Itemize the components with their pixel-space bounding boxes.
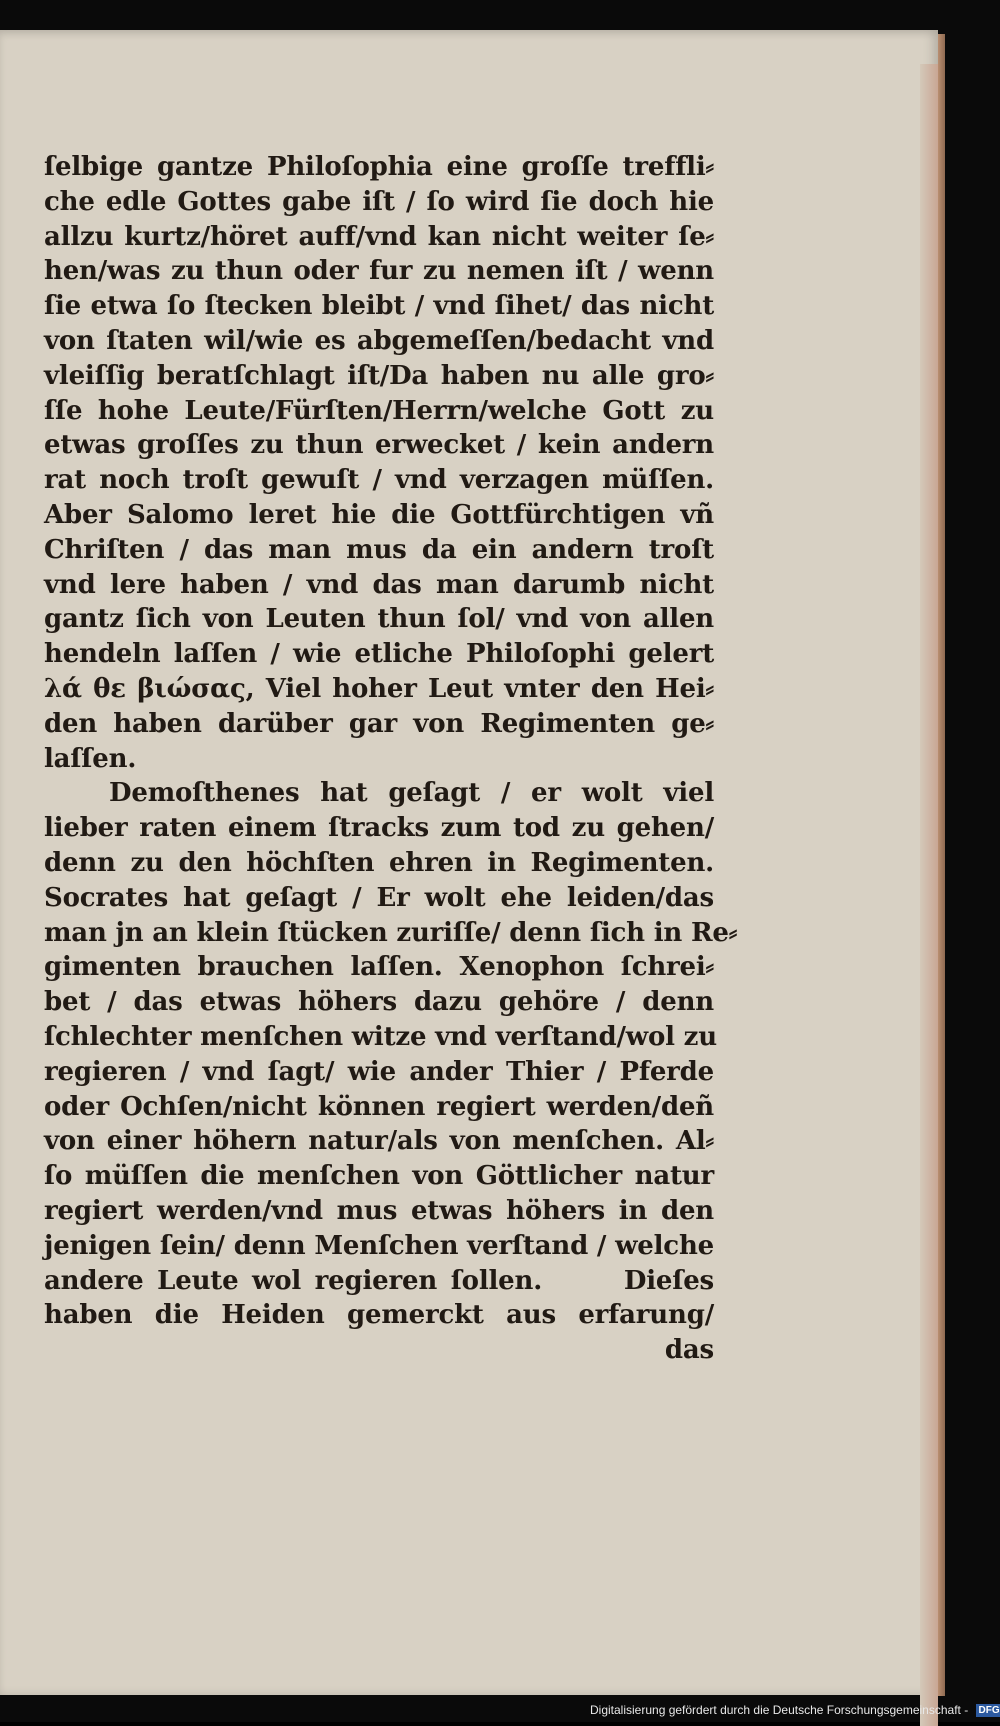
paragraph-start-line: Demoſthenes hat geſagt / er wolt viel <box>109 778 714 809</box>
text-line: Chriſten / das man mus da ein andern troſt <box>44 534 714 565</box>
text-line: vleiſſig beratſchlagt iſt/Da haben nu alle gro⸗ <box>44 360 714 391</box>
text-line: hen/was zu thun oder fur zu nemen iſt / wenn <box>44 256 714 287</box>
text-line: andere Leute wol regieren ſollen. Dieſes <box>44 1265 714 1296</box>
text-line: Socrates hat geſagt / Er wolt ehe leiden/das <box>44 882 714 913</box>
text-line: man jn an klein ſtücken zuriſſe/ denn ſich in Re⸗ <box>44 917 738 948</box>
text-line: rat noch troſt gewuſt / vnd verzagen müſſen. <box>44 465 714 496</box>
text-line: ſelbige gantze Philoſophia eine groſſe treffli⸗ <box>44 152 714 182</box>
text-line: che edle Gottes gabe iſt / ſo wird ſie doch hie <box>44 186 714 217</box>
text-line: etwas groſſes zu thun erwecket / kein andern <box>44 430 714 461</box>
page-text <box>44 150 738 1368</box>
text-line: den haben darüber gar von Regimenten ge⸗ <box>44 708 714 739</box>
text-line: ſchlechter menſchen witze vnd verſtand/wol zu <box>44 1021 717 1052</box>
text-line: von ſtaten wil/wie es abgemeſſen/bedacht vnd <box>44 325 714 356</box>
text-line: oder Ochſen/nicht können regiert werden/deñ <box>44 1091 714 1122</box>
text-line: gimenten brauchen laſſen. Xenophon ſchrei⸗ <box>44 952 714 983</box>
catchword: das <box>664 1335 714 1366</box>
text-line: ſſe hohe Leute/Fürſten/Herrn/welche Gott zu <box>44 395 714 426</box>
text-line: Aber Salomo leret hie die Gottfürchtigen vñ <box>44 499 714 530</box>
page-margin-shade <box>920 64 938 1726</box>
credit-text: Digitalisierung gefördert durch die Deutsche Forschungsgemeinschaft - <box>590 1703 969 1717</box>
dfg-logo: DFG <box>976 1704 1000 1717</box>
text-line: allzu kurtz/höret auff/vnd kan nicht weiter ſe⸗ <box>44 221 714 252</box>
book-page <box>0 30 938 1695</box>
text-line: λά θε βιώσας, Viel hoher Leut vnter den Hei⸗ <box>44 673 714 704</box>
text-line: vnd lere haben / vnd das man darumb nicht <box>44 569 714 600</box>
text-line: von einer höhern natur/als von menſchen. Al⸗ <box>44 1126 714 1157</box>
digitization-credit <box>590 1703 1000 1717</box>
text-line: gantz ſich von Leuten thun ſol/ vnd von allen <box>44 604 714 635</box>
text-line: regieren / vnd ſagt/ wie ander Thier / Pferde <box>44 1056 714 1087</box>
text-line: ſo müſſen die menſchen von Göttlicher natur <box>44 1161 714 1192</box>
text-line: lieber raten einem ſtracks zum tod zu gehen/ <box>44 813 714 844</box>
text-line: jenigen ſein/ denn Menſchen verſtand / welche <box>44 1230 714 1261</box>
text-line: ſie etwa ſo ſtecken bleibt / vnd ſihet/ das nicht <box>44 291 714 322</box>
book-edge <box>938 34 945 1696</box>
text-line: haben die Heiden gemerckt aus erfarung/ <box>44 1300 714 1331</box>
text-line: bet / das etwas höhers dazu gehöre / denn <box>44 987 714 1018</box>
text-line: hendeln laſſen / wie etliche Philoſophi gelert <box>44 639 714 670</box>
text-line: denn zu den höchſten ehren in Regimenten. <box>44 847 714 878</box>
text-line: regiert werden/vnd mus etwas höhers in den <box>44 1195 714 1226</box>
text-line: laſſen. <box>44 743 137 774</box>
